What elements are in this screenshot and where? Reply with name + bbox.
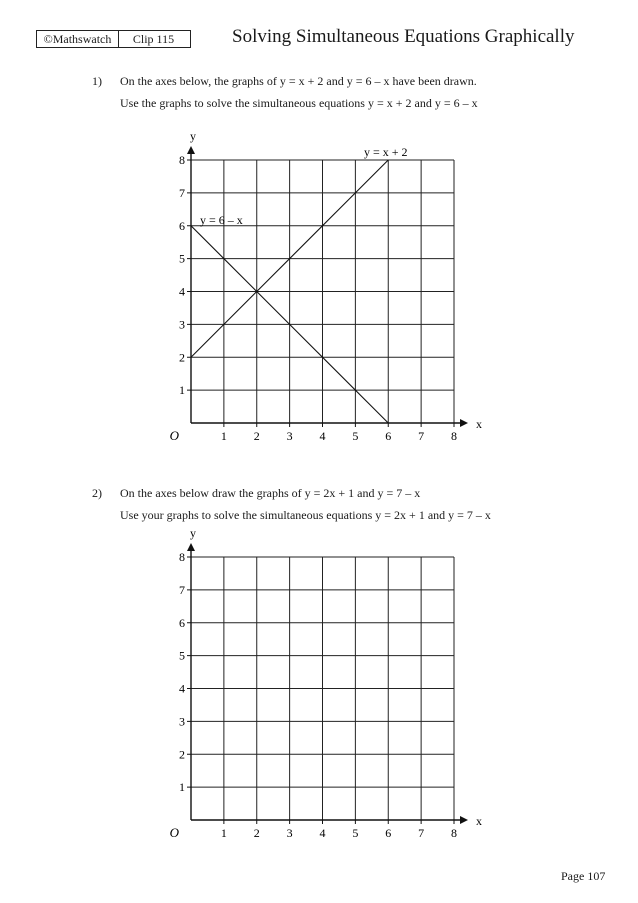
origin-label: O	[169, 825, 179, 840]
y-tick-label: 8	[179, 153, 185, 167]
y-tick-label: 1	[179, 780, 185, 795]
x-tick-label: 5	[352, 429, 359, 443]
y-axis-label: y	[190, 129, 196, 143]
x-tick-label: 8	[451, 429, 457, 443]
y-tick-label: 7	[179, 582, 185, 597]
x-axis-label: x	[476, 417, 482, 431]
y-tick-label: 4	[179, 284, 185, 299]
question-1-line-1: On the axes below, the graphs of y = x + 2 and y = 6 – x have been drawn.	[120, 74, 477, 88]
x-tick-label: 1	[220, 429, 227, 443]
question-2-number: 2)	[92, 486, 102, 500]
question-1-line-2: Use the graphs to solve the simultaneous equations y = x + 2 and y = 6 – x	[120, 96, 478, 110]
brand-label: ©Mathswatch	[43, 32, 112, 46]
y-tick-label: 8	[179, 550, 185, 564]
x-tick-label: 8	[451, 826, 457, 840]
x-tick-label: 4	[319, 826, 326, 840]
x-tick-label: 2	[253, 826, 260, 840]
series-label: y = x + 2	[364, 145, 408, 159]
x-tick-label: 1	[220, 826, 227, 840]
x-tick-label: 3	[286, 429, 293, 443]
y-tick-label: 5	[179, 251, 185, 266]
x-tick-label: 3	[286, 826, 293, 840]
y-tick-label: 3	[179, 317, 185, 332]
y-tick-label: 3	[179, 714, 185, 729]
x-tick-label: 6	[385, 826, 392, 840]
x-axis-label: x	[476, 814, 482, 828]
x-tick-label: 6	[385, 429, 392, 443]
y-tick-label: 7	[179, 185, 185, 200]
y-tick-label: 4	[179, 681, 185, 696]
y-tick-label: 2	[179, 350, 185, 365]
y-tick-label: 1	[179, 383, 185, 398]
y-axis-arrow-icon	[187, 543, 195, 551]
question-2-line-2: Use your graphs to solve the simultaneous equations y = 2x + 1 and y = 7 – x	[120, 508, 491, 522]
y-tick-label: 6	[179, 615, 185, 630]
question-1-number: 1)	[92, 74, 102, 88]
series-label: y = 6 – x	[200, 213, 243, 227]
x-tick-label: 4	[319, 429, 326, 443]
x-tick-label: 7	[418, 826, 425, 840]
y-tick-label: 2	[179, 747, 185, 762]
page-number: Page 107	[561, 869, 606, 883]
x-tick-label: 2	[253, 429, 260, 443]
clip-label: Clip 115	[132, 32, 175, 46]
x-tick-label: 5	[352, 826, 359, 840]
y-axis-label: y	[190, 526, 196, 540]
x-axis-arrow-icon	[460, 816, 468, 824]
page-title: Solving Simultaneous Equations Graphically	[232, 26, 575, 47]
y-tick-label: 6	[179, 218, 185, 233]
x-tick-label: 7	[418, 429, 425, 443]
origin-label: O	[169, 428, 179, 443]
question-2-line-1: On the axes below draw the graphs of y = 2x + 1 and y = 7 – x	[120, 486, 421, 500]
y-tick-label: 5	[179, 648, 185, 663]
